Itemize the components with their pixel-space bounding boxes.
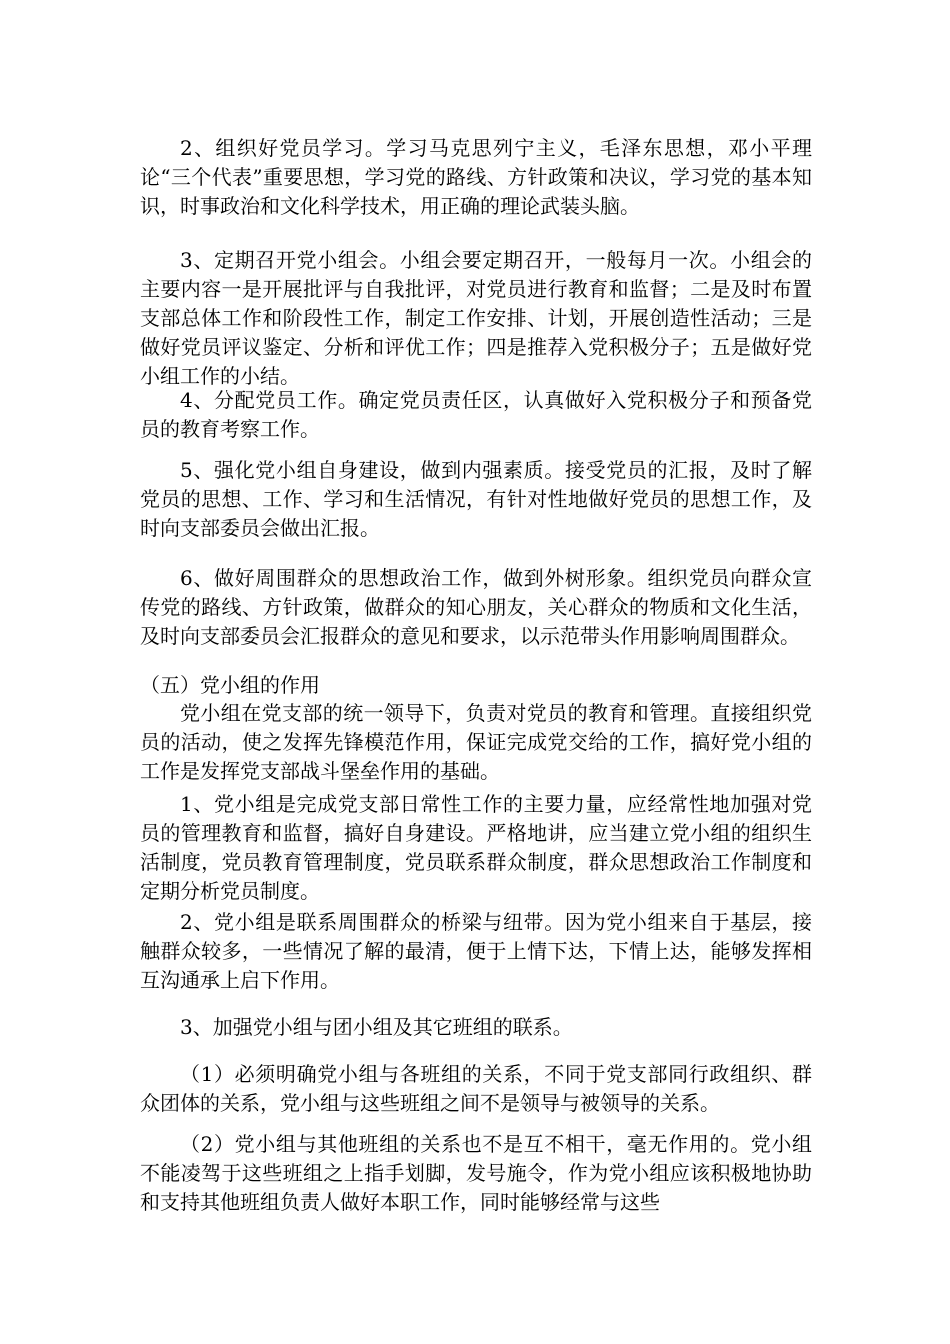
paragraph-role-intro: 党小组在党支部的统一领导下，负责对党员的教育和管理。直接组织党员的活动，使之发挥先锋模范作用，保证完成党交给的工作，搞好党小组的工作是发挥党支部战斗堡垒作用的基础。 (140, 701, 812, 783)
paragraph-main-force: 1、党小组是完成党支部日常性工作的主要力量，应经常性地加强对党员的管理教育和监督，搞好自身建设。严格地讲，应当建立党小组的组织生活制度，党员教育管理制度，党员联系群众制度，群众思想政治工作制度和定期分析党员制度。 (140, 792, 812, 903)
paragraph-assign-work: 4、分配党员工作。确定党员责任区，认真做好入党积极分子和预备党员的教育考察工作。 (140, 388, 812, 441)
paragraph-mass-work: 6、做好周围群众的思想政治工作，做到外树形象。组织党员向群众宣传党的路线、方针政策，做群众的知心朋友，关心群众的物质和文化生活，及时向支部委员会汇报群众的意见和要求，以示范带头作用影响周围群众。 (140, 566, 812, 648)
section-heading-role: （五）党小组的作用 (140, 673, 320, 697)
paragraph-study: 2、组织好党员学习。学习马克思列宁主义，毛泽东思想，邓小平理论“三个代表”重要思想，学习党的路线、方针政策和决议，学习党的基本知识，时事政治和文化科学技术，用正确的理论武装头脑。 (140, 136, 812, 218)
paragraph-bridge: 2、党小组是联系周围群众的桥梁与纽带。因为党小组来自于基层，接触群众较多，一些情况了解的最清，便于上情下达，下情上达，能够发挥相互沟通承上启下作用。 (140, 910, 812, 992)
paragraph-liaison: 3、加强党小组与团小组及其它班组的联系。 (180, 1015, 573, 1039)
paragraph-self-building: 5、强化党小组自身建设，做到内强素质。接受党员的汇报，及时了解党员的思想、工作、学习和生活情况，有针对性地做好党员的思想工作，及时向支部委员会做出汇报。 (140, 458, 812, 540)
paragraph-relationship-2: （2）党小组与其他班组的关系也不是互不相干，毫无作用的。党小组不能凌驾于这些班组之上指手划脚，发号施令，作为党小组应该积极地协助和支持其他班组负责人做好本职工作，同时能够经常与这些 (140, 1132, 812, 1214)
paragraph-relationship-1: （1）必须明确党小组与各班组的关系，不同于党支部同行政组织、群众团体的关系，党小组与这些班组之间不是领导与被领导的关系。 (140, 1062, 812, 1115)
paragraph-meetings: 3、定期召开党小组会。小组会要定期召开，一般每月一次。小组会的主要内容一是开展批评与自我批评，对党员进行教育和监督；二是及时布置支部总体工作和阶段性工作，制定工作安排、计划，开展创造性活动；三是做好党员评议鉴定、分析和评优工作；四是推荐入党积极分子；五是做好党小组工作的小结。 (140, 248, 812, 388)
